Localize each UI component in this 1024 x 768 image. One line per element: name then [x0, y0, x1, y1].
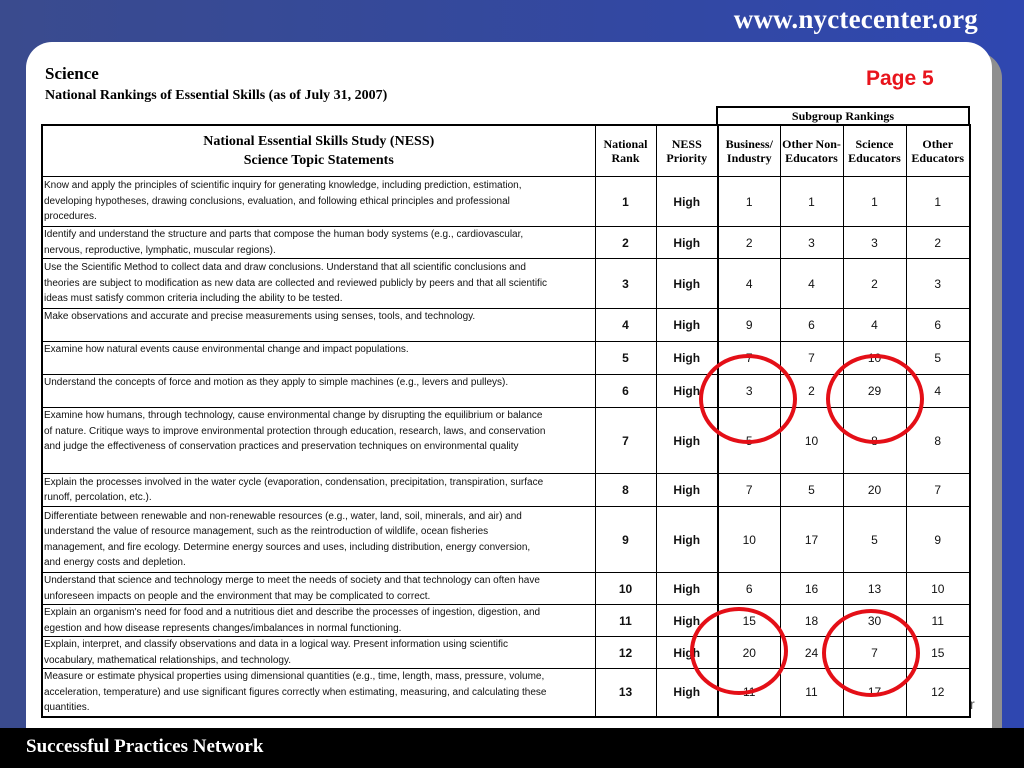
table-row [42, 474, 970, 507]
footer-bar [0, 728, 1024, 768]
business-cell: 11 [718, 669, 780, 717]
business-cell: 4 [718, 259, 780, 309]
priority-cell: High [656, 637, 718, 669]
priority-cell: High [656, 177, 718, 227]
other-educators-cell: 11 [906, 605, 970, 637]
header-business-industry: Business/ Industry [718, 125, 780, 177]
other-educators-cell: 4 [906, 375, 970, 408]
national-rank-cell: 2 [595, 227, 656, 259]
other-educators-cell: 8 [906, 408, 970, 474]
other-non-educators-cell: 1 [780, 177, 843, 227]
other-educators-cell: 10 [906, 573, 970, 605]
other-educators-cell: 5 [906, 342, 970, 375]
statement-cell: Explain, interpret, and classify observations and data in a logical way. Present information using scientific vocabulary, mathematical relationships, and technology. [42, 637, 595, 669]
statement-cell: Differentiate between renewable and non-renewable resources (e.g., water, land, soil, minerals, and air) and understand the value of resource management, such as the reintroduction of wildlife, ocean fisheries management, and fire ecology. Determine energy sources and uses, including distribution, energy conversion, and energy costs and depletion. [42, 507, 595, 573]
statement-cell: Examine how humans, through technology, cause environmental change by disrupting the equilibrium or balance of nature. Critique ways to improve environmental protection through education, research, laws, and conservation and judge the effectiveness of conservation practices and preservation techniques on environmental quality [42, 408, 595, 474]
national-rank-cell: 3 [595, 259, 656, 309]
other-educators-cell: 12 [906, 669, 970, 717]
business-cell: 10 [718, 507, 780, 573]
priority-cell: High [656, 408, 718, 474]
other-educators-cell: 15 [906, 637, 970, 669]
other-educators-cell: 3 [906, 259, 970, 309]
header-ness-priority: NESS Priority [656, 125, 718, 177]
subgroup-rankings-header: Subgroup Rankings [716, 106, 970, 124]
business-cell: 9 [718, 309, 780, 342]
table-row [42, 408, 970, 474]
other-non-educators-cell: 5 [780, 474, 843, 507]
table-row [42, 177, 970, 227]
science-educators-cell: 17 [843, 669, 906, 717]
other-educators-cell: 9 [906, 507, 970, 573]
other-non-educators-cell: 18 [780, 605, 843, 637]
table-row [42, 637, 970, 669]
other-non-educators-cell: 3 [780, 227, 843, 259]
priority-cell: High [656, 227, 718, 259]
business-cell: 15 [718, 605, 780, 637]
header-science-educators: Science Educators [843, 125, 906, 177]
statement-cell: Examine how natural events cause environmental change and impact populations. [42, 342, 595, 375]
table-row [42, 259, 970, 309]
other-educators-cell: 6 [906, 309, 970, 342]
science-educators-cell: 30 [843, 605, 906, 637]
science-educators-cell: 10 [843, 342, 906, 375]
priority-cell: High [656, 474, 718, 507]
statement-cell: Explain the processes involved in the water cycle (evaporation, condensation, precipitation, transpiration, surface runoff, percolation, etc.). [42, 474, 595, 507]
priority-cell: High [656, 259, 718, 309]
national-rank-cell: 7 [595, 408, 656, 474]
business-cell: 1 [718, 177, 780, 227]
table-row [42, 573, 970, 605]
national-rank-cell: 4 [595, 309, 656, 342]
science-educators-cell: 13 [843, 573, 906, 605]
science-educators-cell: 1 [843, 177, 906, 227]
national-rank-cell: 5 [595, 342, 656, 375]
other-non-educators-cell: 10 [780, 408, 843, 474]
priority-cell: High [656, 342, 718, 375]
other-non-educators-cell: 2 [780, 375, 843, 408]
table-row [42, 507, 970, 573]
business-cell: 7 [718, 474, 780, 507]
statement-cell: Explain an organism's need for food and a nutritious diet and describe the processes of ingestion, digestion, and egestion and how disease represents changes/imbalances in normal functioning. [42, 605, 595, 637]
other-non-educators-cell: 16 [780, 573, 843, 605]
table-row [42, 309, 970, 342]
statement-cell: Use the Scientific Method to collect data and draw conclusions. Understand that all scientific conclusions and theories are subject to modification as new data are collected and reviewed publicly by peers and that all scientific ideas must satisfy common criteria including the ability to be tested. [42, 259, 595, 309]
national-rank-cell: 11 [595, 605, 656, 637]
national-rank-cell: 9 [595, 507, 656, 573]
national-rank-cell: 10 [595, 573, 656, 605]
document-panel [26, 42, 992, 728]
business-cell: 6 [718, 573, 780, 605]
other-non-educators-cell: 17 [780, 507, 843, 573]
national-rank-cell: 1 [595, 177, 656, 227]
table-header-row [42, 125, 970, 177]
document-title: Science [45, 64, 99, 83]
science-educators-cell: 4 [843, 309, 906, 342]
priority-cell: High [656, 507, 718, 573]
science-educators-cell: 3 [843, 227, 906, 259]
header-other-non-educators: Other Non-Educators [780, 125, 843, 177]
header-other-educators: Other Educators [906, 125, 970, 177]
table-row [42, 375, 970, 408]
page-label: Page 5 [866, 67, 934, 90]
business-cell: 3 [718, 375, 780, 408]
other-educators-cell: 1 [906, 177, 970, 227]
header-statements: National Essential Skills Study (NESS) Science Topic Statements [42, 125, 595, 177]
other-non-educators-cell: 11 [780, 669, 843, 717]
national-rank-cell: 12 [595, 637, 656, 669]
statement-cell: Make observations and accurate and precise measurements using senses, tools, and technology. [42, 309, 595, 342]
priority-cell: High [656, 375, 718, 408]
science-educators-cell: 20 [843, 474, 906, 507]
national-rank-cell: 13 [595, 669, 656, 717]
business-cell: 7 [718, 342, 780, 375]
national-rank-cell: 6 [595, 375, 656, 408]
table-row [42, 605, 970, 637]
document-subtitle: National Rankings of Essential Skills (as of July 31, 2007) [45, 88, 388, 103]
science-educators-cell: 2 [843, 259, 906, 309]
science-educators-cell: 8 [843, 408, 906, 474]
stray-character: r [970, 696, 975, 712]
statement-cell: Know and apply the principles of scientific inquiry for generating knowledge, including prediction, estimation, developing hypotheses, drawing conclusions, evaluation, and following ethical principles and professional procedures. [42, 177, 595, 227]
national-rank-cell: 8 [595, 474, 656, 507]
statement-cell: Understand that science and technology merge to meet the needs of society and that technology can often have unforeseen impacts on people and the environment that may be complicated to correct. [42, 573, 595, 605]
statement-cell: Identify and understand the structure and parts that compose the human body systems (e.g., cardiovascular, nervous, reproductive, lymphatic, muscular regions). [42, 227, 595, 259]
other-educators-cell: 2 [906, 227, 970, 259]
other-non-educators-cell: 6 [780, 309, 843, 342]
business-cell: 20 [718, 637, 780, 669]
science-educators-cell: 5 [843, 507, 906, 573]
priority-cell: High [656, 573, 718, 605]
priority-cell: High [656, 669, 718, 717]
science-educators-cell: 7 [843, 637, 906, 669]
other-non-educators-cell: 7 [780, 342, 843, 375]
other-non-educators-cell: 4 [780, 259, 843, 309]
site-url: www.nyctecenter.org [733, 4, 978, 34]
header-national-rank: National Rank [595, 125, 656, 177]
priority-cell: High [656, 605, 718, 637]
statement-cell: Measure or estimate physical properties using dimensional quantities (e.g., time, length, mass, pressure, volume, acceleration, temperature) and use significant figures correctly when estimating, measuring, and calculating these quantities. [42, 669, 595, 717]
business-cell: 5 [718, 408, 780, 474]
footer-text: Successful Practices Network [26, 736, 264, 757]
table-row [42, 227, 970, 259]
table-row [42, 669, 970, 717]
science-educators-cell: 29 [843, 375, 906, 408]
other-educators-cell: 7 [906, 474, 970, 507]
ness-rankings-table [41, 124, 971, 718]
business-cell: 2 [718, 227, 780, 259]
other-non-educators-cell: 24 [780, 637, 843, 669]
table-row [42, 342, 970, 375]
priority-cell: High [656, 309, 718, 342]
statement-cell: Understand the concepts of force and motion as they apply to simple machines (e.g., levers and pulleys). [42, 375, 595, 408]
